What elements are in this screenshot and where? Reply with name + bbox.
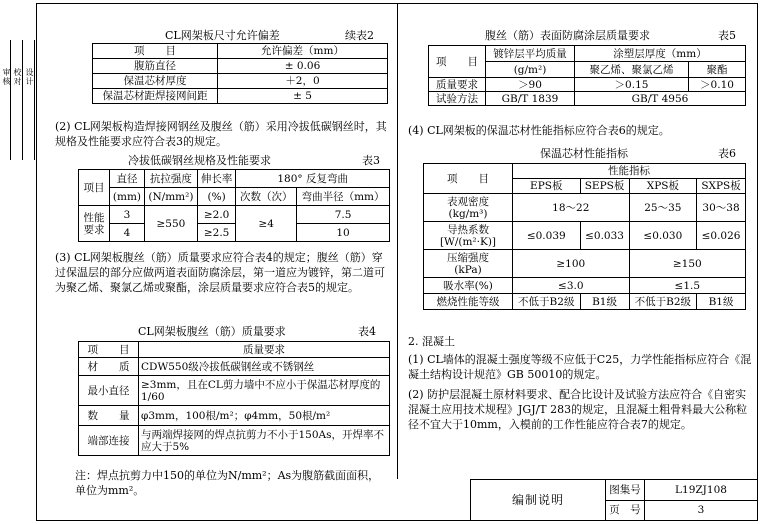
table3-number: 表3 <box>362 154 380 167</box>
table2-number: 续表2 <box>345 29 374 42</box>
title-block <box>470 479 758 521</box>
checker-label: 校对 <box>13 68 22 86</box>
table6-title: 保温芯材性能指标 <box>540 147 628 160</box>
atlas-number: L19ZJ108 <box>645 480 758 501</box>
table4-number: 表4 <box>358 325 376 338</box>
page-number: 3 <box>645 500 758 521</box>
para-5: (1) CL墙体的混凝土强度等级不应低于C25，力学性能指标应符合《混凝土结构设计规范》GB 50010的规定。 <box>408 353 752 381</box>
column-divider <box>397 3 398 479</box>
table4: 项 目 质量要求 材 质 CDW550级冷拔低碳钢丝或不锈钢丝 最小直径 ≥3mm，且在CL剪力墙中不应小于保温芯材厚度的1/60 数 量 φ3mm，100根/m²；φ4mm，50根/m² 端部连接 与两端焊接网的焊点抗剪力不小于150As，开焊率不应大于5% <box>78 341 390 456</box>
note: 注：焊点抗剪力中150的单位为N/mm²；As为腹筋截面面积，单位为mm²。 <box>75 469 380 497</box>
para-6: (2) 防护层混凝土原材料要求、配合比设计及试验方法应符合《自密实混凝土应用技术规程》JGJ/T 283的规定，且混凝土粗骨料最大公称粒径不宜大于10mm，入模前的工作性能应符合表7的规定。 <box>408 388 748 431</box>
page-label: 页 号 <box>606 500 645 521</box>
atlas-label: 图集号 <box>606 480 645 501</box>
designer-label: 设计 <box>25 68 34 86</box>
table3-title: 冷拔低碳钢丝规格及性能要求 <box>128 154 271 167</box>
reviewer-label: 审核 <box>2 68 11 86</box>
table6: 项 目 性能指标 EPS板 SEPS板 XPS板 SXPS板 表观密度 (kg/m³) 18～22 25～35 30～38 导热系数 [W/(m²·K)] ≤0.039 ≤0.033 ≤0.030 ≤0.026 压缩强度 (kPa) ≥100 ≥150 吸水率(%) ≤3.0 ≤1.5 燃烧性能等级 不低于B2级 B1级 不低于B2级 B1级 <box>423 163 746 310</box>
para-3: (3) CL网架板腹丝（筋）质量要求应符合表4的规定；腹丝（筋）穿过保温层的部分应做两道表面防腐涂层，第一道应为镀锌，第二道可为聚乙烯、聚氯乙烯或聚酯，涂层质量要求应符合表5的规定。 <box>55 251 385 294</box>
table5: 项 目 镀锌层平均质量 涂塑层厚度（mm） (g/m²) 聚乙烯、聚氯乙烯 聚酯 质量要求 ＞90 ＞0.15 ＞0.10 试验方法 GB/T 1839 GB/T 4956 <box>428 45 746 106</box>
table4-title: CL网架板腹丝（筋）质量要求 <box>138 325 286 338</box>
drawing-name: 编制说明 <box>471 480 606 521</box>
table2-title: CL网架板尺寸允许偏差 <box>165 29 280 42</box>
table6-number: 表6 <box>718 147 736 160</box>
para-4: (4) CL网架板的保温芯材性能指标应符合表6的规定。 <box>408 124 670 137</box>
para-2: (2) CL网架板构造焊接网钢丝及腹丝（筋）采用冷拔低碳钢丝时，其规格及性能要求应符合表3的规定。 <box>55 120 387 148</box>
side-strip <box>0 40 34 160</box>
section-2-heading: 2. 混凝土 <box>408 335 455 348</box>
table3: 项目 直径 抗拉强度 伸长率 180° 反复弯曲 (mm) (N/mm²) (%) 次数（次） 弯曲半径（mm） 性能要求 3 ≥550 ≥2.0 ≥4 7.5 4 ≥2.5 10 <box>78 169 390 242</box>
table5-number: 表5 <box>718 29 736 42</box>
table5-title: 腹丝（筋）表面防腐涂层质量要求 <box>485 29 650 42</box>
table2: 项 目 允许偏差（mm） 腹筋直径 ± 0.06 保温芯材厚度 ＋2，0 保温芯材距焊接网间距 ± 5 <box>92 43 388 104</box>
